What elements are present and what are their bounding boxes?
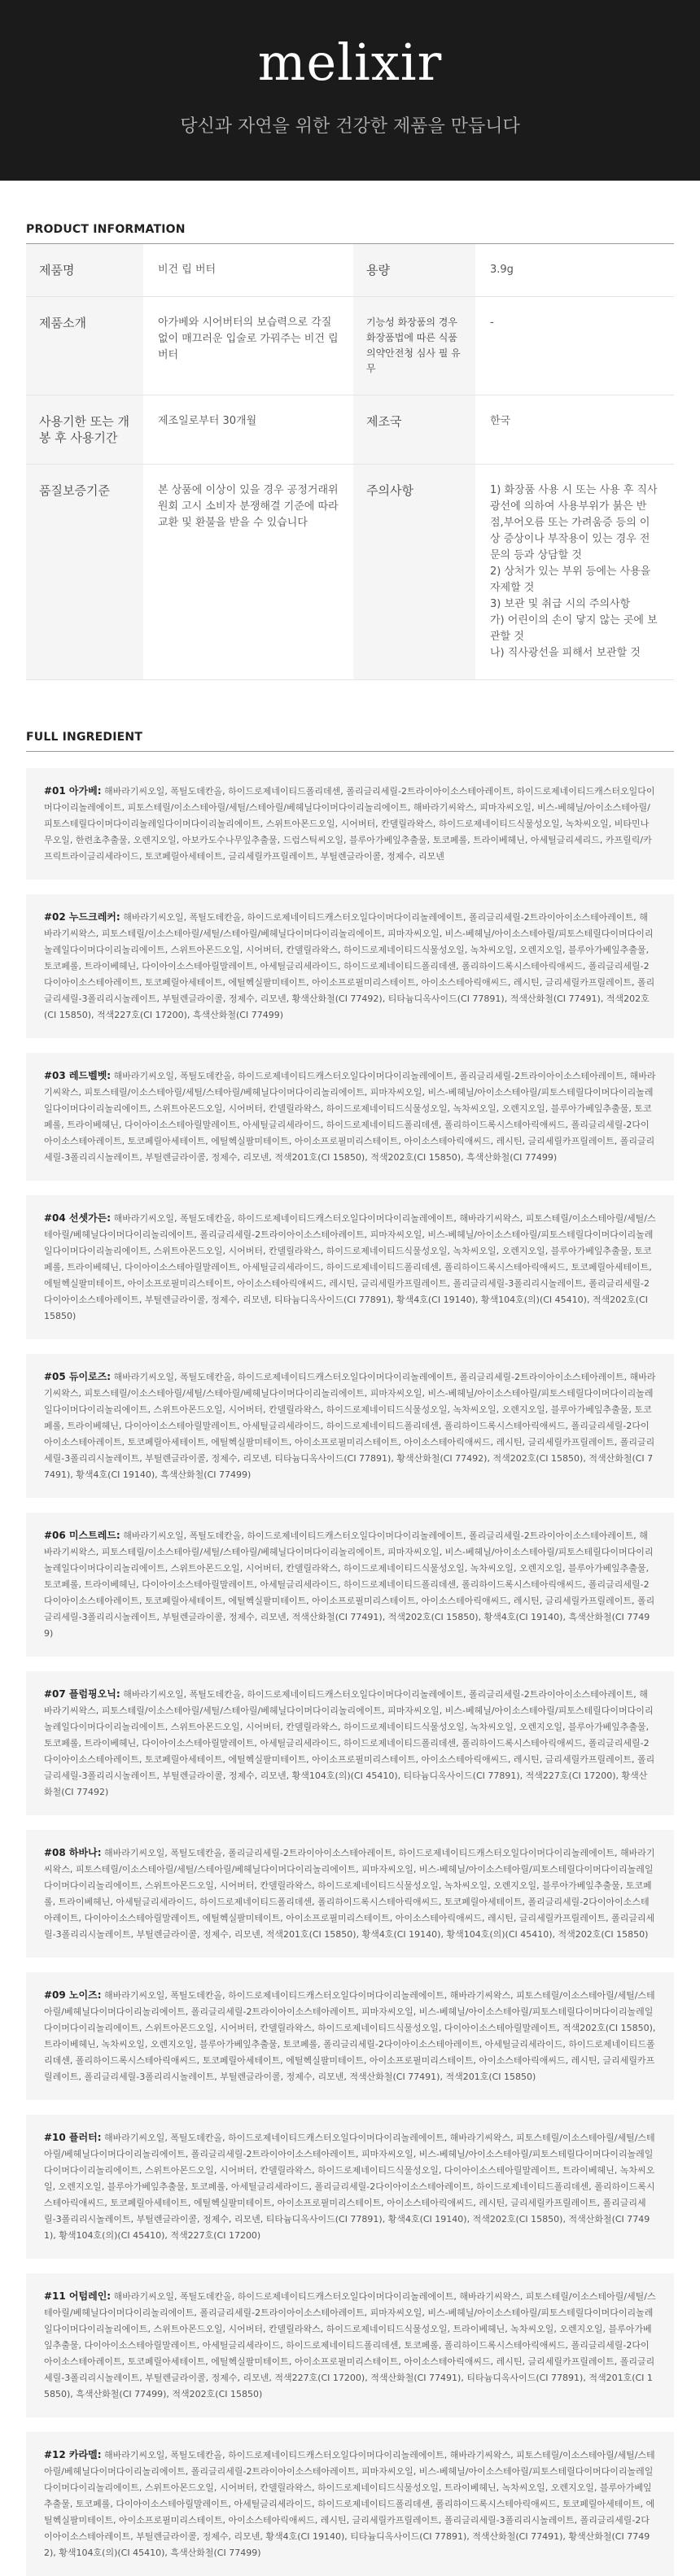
ingredient-text: 해바라기씨오일, 폭틸도데칸올, 하이드로제네이티드캐스터오일다이머다이리놀레에이트, 폴리글리세릴-2트라이아이소스테아레이트, 해바라기씨왁스, 피토스테릴/이소스테아릴/세틸/스테아릴/베헤닐다이머다이리놀리에이트, 피마자씨오일, 비스-베헤닐/아이소스테아릴/피토스테릴다이머다이리놀레일다이머다이리놀리에이트, 스위트아몬드오일, 시어버터, 칸델릴라왁스, 하이드로제네이티드식물성오일, 녹차씨오일, 오렌지오일, 블루아가베잎추출물, 토코페롤, 트라이베헤닌, 다이아이소스테아릴말레이트, 아세틸글리세라이드, 하이드로제네이티드폴리데센, 폴리하이드록시스테아릭애씨드, 폴리글리세릴-2다이아이소스테아레이트, 토코페릴아세테이트, 에틸헥실팔미테이트, 아이소프로필미리스테이트, 아이소스테아릭애씨드, 레시틴, 글리세릴카프릴레이트, 폴리글리세릴-3폴리리시놀레이트, 부틸렌글라이콜, 정제수, 리모넨, 티타늄디옥사이드(CI 77891), 황색산화철(CI 77492), 적색202호(CI 15850), 적색산화철(CI 77491), 황색4호(CI 19140), 흑색산화철(CI 77499) <box>44 1372 656 1480</box>
info-label: 주의사항 <box>353 465 475 680</box>
precaution-line: 3) 보관 및 취급 시의 주의사항 <box>490 598 631 610</box>
ingredient-block <box>26 2432 674 2576</box>
shade-name: #09 노이즈: <box>44 1989 102 2001</box>
ingredient-block <box>26 2273 674 2417</box>
product-info-title: PRODUCT INFORMATION <box>26 223 674 244</box>
info-value: 아가베와 시어버터의 보습력으로 각질 없이 매끄러운 입술로 가꿔주는 비건 립 버터 <box>143 297 353 395</box>
ingredients-section <box>0 731 700 2576</box>
product-info-table <box>26 244 674 680</box>
info-label: 제품명 <box>26 244 143 297</box>
ingredient-block <box>26 1195 674 1339</box>
ingredient-block <box>26 2115 674 2259</box>
ingredient-block <box>26 894 674 1038</box>
info-label: 제품소개 <box>26 297 143 395</box>
shade-name: #06 미스트레드: <box>44 1530 120 1541</box>
shade-name: #11 어텀레인: <box>44 2290 112 2302</box>
ingredient-text: 해바라기씨오일, 폭틸도데칸올, 하이드로제네이티드캐스터오일다이머다이리놀레에이트, 해바라기씨왁스, 피토스테릴/이소스테아릴/세틸/스테아릴/베헤닐다이머다이리놀리에이트, 폴리글리세릴-2트라이아이소스테아레이트, 피마자씨오일, 비스-베헤닐/아이소스테아릴/피토스테릴다이머다이리놀레일다이머다이리놀리에이트, 스위트아몬드오일, 시어버터, 칸델릴라왁스, 하이드로제네이티드식물성오일, 다이아이소스테아릴말레이트, 적색202호(CI 15850), 트라이베헤닌, 녹차씨오일, 오렌지오일, 블루아가베잎추출물, 토코페롤, 폴리글리세릴-2다이아이소스테아레이트, 아세틸글리세라이드, 하이드로제네이티드폴리데센, 폴리하이드록시스테아릭애씨드, 토코페릴아세테이트, 에틸헥실팔미테이트, 아이소프로필미리스테이트, 아이소스테아릭애씨드, 레시틴, 글리세릴카프릴레이트, 폴리글리세릴-3폴리리시놀레이트, 부틸렌글라이콜, 정제수, 리모넨, 적색산화철(CI 77491), 적색201호(CI 15850) <box>44 1990 656 2082</box>
info-label: 기능성 화장품의 경우 화장품법에 따른 식품의약안전청 심사 필 유무 <box>353 297 475 395</box>
precaution-line: 가) 어린이의 손이 닿지 않는 곳에 보관할 것 <box>490 614 658 643</box>
info-value: 한국 <box>475 395 674 465</box>
shade-name: #03 레드벨벳: <box>44 1070 112 1081</box>
brand-header <box>0 0 700 181</box>
ingredient-block <box>26 1972 674 2100</box>
ingredient-text: 해바라기씨오일, 폭틸도데칸올, 하이드로제네이티드캐스터오일다이머다이리놀레에이트, 폴리글리세릴-2트라이아이소스테아레이트, 해바라기씨왁스, 피토스테릴/이소스테아릴/세틸/스테아릴/베헤닐다이머다이리놀리에이트, 피마자씨오일, 비스-베헤닐/아이소스테아릴/피토스테릴다이머다이리놀레일다이머다이리놀리에이트, 스위트아몬드오일, 시어버터, 칸델릴라왁스, 하이드로제네이티드식물성오일, 녹차씨오일, 오렌지오일, 블루아가베잎추출물, 토코페롤, 트라이베헤닌, 다이아이소스테아릴말레이트, 아세틸글리세라이드, 하이드로제네이티드폴리데센, 폴리하이드록시스테아릭애씨드, 폴리글리세릴-2다이아이소스테아레이트, 토코페릴아세테이트, 에틸헥실팔미테이트, 아이소프로필미리스테이트, 아이소스테아릭애씨드, 레시틴, 글리세릴카프릴레이트, 폴리글리세릴-3폴리리시놀레이트, 부틸렌글라이콜, 정제수, 리모넨, 황색산화철(CI 77492), 티타늄디옥사이드(CI 77891), 적색산화철(CI 77491), 적색202호(CI 15850), 적색227호(CI 17200), 흑색산화철(CI 77499) <box>44 912 655 1020</box>
info-row-description <box>26 297 674 395</box>
shade-name: #08 하바나: <box>44 1847 102 1858</box>
shade-name: #05 듀이로즈: <box>44 1371 112 1382</box>
product-info-section <box>0 223 700 680</box>
shade-name: #02 누드크레커: <box>44 911 120 923</box>
ingredient-block <box>26 768 674 880</box>
shade-name: #07 플럼핑오닉: <box>44 1688 120 1700</box>
precaution-line: 나) 직사광선을 피해서 보관할 것 <box>490 647 641 659</box>
info-label: 사용기한 또는 개봉 후 사용기간 <box>26 395 143 465</box>
ingredient-text: 해바라기씨오일, 폭틸도데칸올, 하이드로제네이티드캐스터오일다이머다이리놀레에이트, 폴리글리세릴-2트라이아이소스테아레이트, 해바라기씨왁스, 피토스테릴/이소스테아릴/세틸/스테아릴/베헤닐다이머다이리놀리에이트, 피마자씨오일, 비스-베헤닐/아이소스테아릴/피토스테릴다이머다이리놀레일다이머다이리놀리에이트, 스위트아몬드오일, 시어버터, 칸델릴라왁스, 하이드로제네이티드식물성오일, 녹차씨오일, 오렌지오일, 블루아가베잎추출물, 토코페롤, 트라이베헤닌, 다이아이소스테아릴말레이트, 아세틸글리세라이드, 하이드로제네이티드폴리데센, 폴리하이드록시스테아릭애씨드, 폴리글리세릴-2다이아이소스테아레이트, 토코페릴아세테이트, 에틸헥실팔미테이트, 아이소프로필미리스테이트, 아이소스테아릭애씨드, 레시틴, 글리세릴카프릴레이트, 폴리글리세릴-3폴리리시놀레이트, 부틸렌글라이콜, 정제수, 리모넨, 적색201호(CI 15850), 적색202호(CI 15850), 흑색산화철(CI 77499) <box>44 1071 656 1163</box>
precaution-line: 2) 상처가 있는 부위 등에는 사용을 자제할 것 <box>490 565 651 594</box>
ingredient-block <box>26 1053 674 1181</box>
precaution-line: 1) 화장품 사용 시 또는 사용 후 직사광선에 의하여 사용부위가 붉은 반점,부어오름 또는 가려움증 등의 이상 증상이나 부작용이 있는 경우 전문의 등과 상담할 것 <box>490 484 658 561</box>
ingredients-list <box>26 752 674 2576</box>
ingredient-block <box>26 1671 674 1815</box>
shade-name: #12 카라멜: <box>44 2449 102 2460</box>
shade-name: #10 플러터: <box>44 2132 102 2143</box>
info-value: 제조일로부터 30개월 <box>143 395 353 465</box>
info-value: 3.9g <box>475 244 674 297</box>
ingredient-block <box>26 1830 674 1958</box>
ingredient-text: 해바라기씨오일, 폭틸도데칸올, 하이드로제네이티드캐스터오일다이머다이리놀레에이트, 해바라기씨왁스, 피토스테릴/이소스테아릴/세틸/스테아릴/베헤닐다이머다이리놀리에이트, 폴리글리세릴-2트라이아이소스테아레이트, 피마자씨오일, 비스-베헤닐/아이소스테아릴/피토스테릴다이머다이리놀레일다이머다이리놀리에이트, 스위트아몬드오일, 시어버터, 칸델릴라왁스, 하이드로제네이티드식물성오일, 녹차씨오일, 오렌지오일, 블루아가베잎추출물, 토코페롤, 트라이베헤닌, 다이아이소스테아릴말레이트, 아세틸글리세라이드, 하이드로제네이티드폴리데센, 폴리하이드록시스테아릭애씨드, 토코페릴아세테이트, 에틸헥실팔미테이트, 아이소프로필미리스테이트, 아이소스테아릭애씨드, 레시틴, 글리세릴카프릴레이트, 폴리글리세릴-3폴리리시놀레이트, 폴리글리세릴-2다이아이소스테아레이트, 부틸렌글라이콜, 정제수, 리모넨, 티타늄디옥사이드(CI 77891), 황색4호(CI 19140), 황색104호(의)(CI 45410), 적색202호(CI 15850) <box>44 1213 656 1321</box>
ingredient-text: 해바라기씨오일, 폭틸도데칸올, 하이드로제네이티드캐스터오일다이머다이리놀레에이트, 폴리글리세릴-2트라이아이소스테아레이트, 해바라기씨왁스, 피토스테릴/이소스테아릴/세틸/스테아릴/베헤닐다이머다이리놀리에이트, 피마자씨오일, 비스-베헤닐/아이소스테아릴/피토스테릴다이머다이리놀레일다이머다이리놀리에이트, 스위트아몬드오일, 시어버터, 칸델릴라왁스, 하이드로제네이티드식물성오일, 녹차씨오일, 오렌지오일, 블루아가베잎추출물, 토코페롤, 트라이베헤닌, 다이아이소스테아릴말레이트, 아세틸글리세라이드, 하이드로제네이티드폴리데센, 폴리하이드록시스테아릭애씨드, 폴리글리세릴-2다이아이소스테아레이트, 토코페릴아세테이트, 에틸헥실팔미테이트, 아이소프로필미리스테이트, 아이소스테아릭애씨드, 레시틴, 글리세릴카프릴레이트, 폴리글리세릴-3폴리리시놀레이트, 부틸렌글라이콜, 정제수, 리모넨, 적색산화철(CI 77491), 적색202호(CI 15850), 황색4호(CI 19140), 흑색산화철(CI 77499) <box>44 1530 655 1639</box>
shade-name: #04 선셋가든: <box>44 1212 112 1224</box>
ingredient-block <box>26 1513 674 1657</box>
ingredients-title: FULL INGREDIENT <box>26 731 674 752</box>
info-label: 용량 <box>353 244 475 297</box>
ingredient-block <box>26 1354 674 1498</box>
precautions-list <box>475 465 674 680</box>
ingredient-text: 해바라기씨오일, 폭틸도데칸올, 하이드로제네이티드캐스터오일다이머다이리놀레에이트, 폴리글리세릴-2트라이아이소스테아레이트, 해바라기씨왁스, 피토스테릴/이소스테아릴/세틸/스테아릴/베헤닐다이머다이리놀리에이트, 피마자씨오일, 비스-베헤닐/아이소스테아릴/피토스테릴다이머다이리놀레일다이머다이리놀리에이트, 스위트아몬드오일, 시어버터, 칸델릴라왁스, 하이드로제네이티드식물성오일, 녹차씨오일, 오렌지오일, 블루아가베잎추출물, 토코페롤, 트라이베헤닌, 다이아이소스테아릴말레이트, 아세틸글리세라이드, 하이드로제네이티드폴리데센, 폴리하이드록시스테아릭애씨드, 폴리글리세릴-2다이아이소스테아레이트, 토코페릴아세테이트, 에틸헥실팔미테이트, 아이소프로필미리스테이트, 아이소스테아릭애씨드, 레시틴, 글리세릴카프릴레이트, 폴리글리세릴-3폴리리시놀레이트, 부틸렌글라이콜, 정제수, 리모넨, 황색104호(의)(CI 45410), 티타늄디옥사이드(CI 77891), 적색227호(CI 17200), 황색산화철(CI 77492) <box>44 1689 655 1797</box>
info-row-name <box>26 244 674 297</box>
info-row-expiry <box>26 395 674 465</box>
ingredient-text: 해바라기씨오일, 폭틸도데칸올, 하이드로제네이티드캐스터오일다이머다이리놀레에이트, 해바라기씨왁스, 피토스테릴/이소스테아릴/세틸/스테아릴/베헤닐다이머다이리놀리에이트, 폴리글리세릴-2트라이아이소스테아레이트, 피마자씨오일, 비스-베헤닐/아이소스테아릴/피토스테릴다이머다이리놀레일다이머다이리놀리에이트, 스위트아몬드오일, 시어버터, 칸델릴라왁스, 하이드로제네이티드식물성오일, 트라이베헤닌, 녹차씨오일, 오렌지오일, 블루아가베잎추출물, 토코페롤, 다이아이소스테아릴말레이트, 아세틸글리세라이드, 하이드로제네이티드폴리데센, 폴리하이드록시스테아릭애씨드, 토코페릴아세테이트, 에틸헥실팔미테이트, 아이소프로필미리스테이트, 아이소스테아릭애씨드, 레시틴, 글리세릴카프릴레이트, 폴리글리세릴-3폴리리시놀레이트, 폴리글리세릴-2다이아이소스테아레이트, 부틸렌글라이콜, 정제수, 리모넨, 황색4호(CI 19140), 티타늄디옥사이드(CI 77891), 적색산화철(CI 77491), 황색산화철(CI 77492), 황색104호(의)(CI 45410), 흑색산화철(CI 77499) <box>44 2450 655 2558</box>
ingredient-text: 해바라기씨오일, 폭틸도데칸올, 하이드로제네이티드캐스터오일다이머다이리놀레에이트, 해바라기씨왁스, 피토스테릴/이소스테아릴/세틸/스테아릴/베헤닐다이머다이리놀리에이트, 폴리글리세릴-2트라이아이소스테아레이트, 피마자씨오일, 비스-베헤닐/아이소스테아릴/피토스테릴다이머다이리놀레일다이머다이리놀리에이트, 스위트아몬드오일, 시어버터, 칸델릴라왁스, 하이드로제네이티드식물성오일, 트라이베헤닌, 녹차씨오일, 오렌지오일, 블루아가베잎추출물, 다이아이소스테아릴말레이트, 아세틸글리세라이드, 하이드로제네이티드폴리데센, 토코페롤, 폴리하이드록시스테아릭애씨드, 폴리글리세릴-2다이아이소스테아레이트, 토코페릴아세테이트, 에틸헥실팔미테이트, 아이소프로필미리스테이트, 아이소스테아릭애씨드, 레시틴, 글리세릴카프릴레이트, 폴리글리세릴-3폴리리시놀레이트, 부틸렌글라이콜, 정제수, 리모넨, 적색227호(CI 17200), 적색산화철(CI 77491), 티타늄디옥사이드(CI 77891), 적색201호(CI 15850), 흑색산화철(CI 77499), 적색202호(CI 15850) <box>44 2291 656 2399</box>
info-label: 제조국 <box>353 395 475 465</box>
ingredient-text: 해바라기씨오일, 폭틸도데칸올, 하이드로제네이티드폴리데센, 폴리글리세릴-2트라이아이소스테아레이트, 하이드로제네이티드캐스터오일다이머다이리놀레에이트, 피토스테릴/이소스테아릴/세틸/스테아릴/베헤닐다이머다이리놀리에이트, 해바라기씨왁스, 피마자씨오일, 비스-베헤닐/아이소스테아릴/피토스테릴다이머다이리놀레일다이머다이리놀리에이트, 스위트아몬드오일, 시어버터, 칸델릴라왁스, 하이드로제네이티드식물성오일, 녹차씨오일, 비타민나무오일, 한련초추출물, 오렌지오일, 아보카도수나무잎추출물, 드럼스틱씨오일, 블루아가베잎추출물, 토코페롤, 트라이베헤닌, 아세틸글리세리드, 카프릴릭/카프릭트라이글리세라이드, 토코페릴아세테이트, 글리세릴카프릴레이트, 부틸렌글라이콜, 정제수, 리모넨 <box>44 786 655 862</box>
info-row-quality <box>26 465 674 680</box>
info-label: 품질보증기준 <box>26 465 143 680</box>
info-value: - <box>475 297 674 395</box>
brand-logo: melixir <box>257 33 443 92</box>
info-value: 비건 립 버터 <box>143 244 353 297</box>
brand-tagline: 당신과 자연을 위한 건강한 제품을 만듭니다 <box>180 116 520 137</box>
shade-name: #01 아가베: <box>44 785 102 797</box>
ingredient-text: 해바라기씨오일, 폭틸도데칸올, 하이드로제네이티드캐스터오일다이머다이리놀레에이트, 해바라기씨왁스, 피토스테릴/이소스테아릴/세틸/스테아릴/베헤닐다이머다이리놀리에이트, 폴리글리세릴-2트라이아이소스테아레이트, 피마자씨오일, 비스-베헤닐/아이소스테아릴/피토스테릴다이머다이리놀레일다이머다이리놀리에이트, 스위트아몬드오일, 시어버터, 칸델릴라왁스, 하이드로제네이티드식물성오일, 다이아이소스테아릴말레이트, 트라이베헤닌, 녹차씨오일, 오렌지오일, 블루아가베잎추출물, 토코페롤, 아세틸글리세라이드, 폴리글리세릴-2다이아이소스테아레이트, 하이드로제네이티드폴리데센, 폴리하이드록시스테아릭애씨드, 토코페릴아세테이트, 에틸헥실팔미테이트, 아이소프로필미리스테이트, 아이소스테아릭애씨드, 레시틴, 글리세릴카프릴레이트, 폴리글리세릴-3폴리리시놀레이트, 부틸렌글라이콜, 정제수, 리모넨, 티타늄디옥사이드(CI 77891), 황색4호(CI 19140), 적색202호(CI 15850), 적색산화철(CI 77491), 황색104호(의)(CI 45410), 적색227호(CI 17200) <box>44 2133 655 2241</box>
info-value: 본 상품에 이상이 있을 경우 공정거래위원회 고시 소비자 분쟁해결 기준에 따라 교환 및 환불을 받을 수 있습니다 <box>143 465 353 680</box>
ingredient-text: 해바라기씨오일, 폭틸도데칸올, 폴리글리세릴-2트라이아이소스테아레이트, 하이드로제네이티드캐스터오일다이머다이리놀레에이트, 해바라기씨왁스, 피토스테릴/이소스테아릴/세틸/스테아릴/베헤닐다이머다이리놀리에이트, 피마자씨오일, 비스-베헤닐/아이소스테아릴/피토스테릴다이머다이리놀레일다이머다이리놀리에이트, 스위트아몬드오일, 시어버터, 칸델릴라왁스, 하이드로제네이티드식물성오일, 녹차씨오일, 오렌지오일, 블루아가베잎추출물, 토코페롤, 트라이베헤닌, 아세틸글리세라이드, 하이드로제네이티드폴리데센, 폴리하이드록시스테아릭애씨드, 토코페릴아세테이트, 폴리글리세릴-2다이아이소스테아레이트, 다이아이소스테아릴말레이트, 에틸헥실팔미테이트, 아이소프로필미리스테이트, 아이소스테아릭애씨드, 레시틴, 글리세릴카프릴레이트, 폴리글리세릴-3폴리리시놀레이트, 부틸렌글라이콜, 정제수, 리모넨, 적색201호(CI 15850), 황색4호(CI 19140), 황색104호(의)(CI 45410), 적색202호(CI 15850) <box>44 1848 655 1940</box>
